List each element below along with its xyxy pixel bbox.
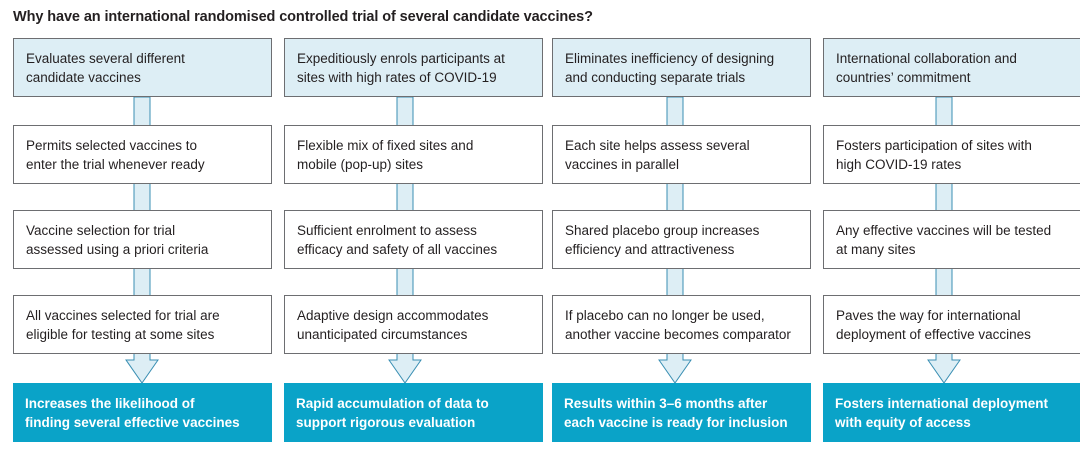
step-box: Fosters participation of sites with high COVID-19 rates [823,125,1080,184]
column-2 [284,38,545,442]
step-box: Each site helps assess several vaccines in parallel [552,125,811,184]
step-box: Paves the way for international deployment of effective vaccines [823,295,1080,354]
step-box: Flexible mix of fixed sites and mobile (pop-up) sites [284,125,543,184]
step-box: Vaccine selection for trial assessed using a priori criteria [13,210,272,269]
header-box: Evaluates several different candidate vaccines [13,38,272,97]
column-4 [823,38,1080,442]
column-3 [552,38,813,442]
step-box: Any effective vaccines will be tested at many sites [823,210,1080,269]
step-box: Permits selected vaccines to enter the trial whenever ready [13,125,272,184]
header-box: Expeditiously enrols participants at sites with high rates of COVID-19 [284,38,543,97]
column-1 [13,38,274,442]
step-box: Shared placebo group increases efficiency and attractiveness [552,210,811,269]
outcome-box: Rapid accumulation of data to support rigorous evaluation [284,383,543,442]
step-box: All vaccines selected for trial are eligible for testing at some sites [13,295,272,354]
header-box: International collaboration and countries’ commitment [823,38,1080,97]
figure-title: Why have an international randomised controlled trial of several candidate vaccines? [13,9,593,25]
step-box: Adaptive design accommodates unanticipated circumstances [284,295,543,354]
outcome-box: Results within 3–6 months after each vaccine is ready for inclusion [552,383,811,442]
outcome-box: Fosters international deployment with equity of access [823,383,1080,442]
header-box: Eliminates inefficiency of designing and conducting separate trials [552,38,811,97]
outcome-box: Increases the likelihood of finding several effective vaccines [13,383,272,442]
step-box: Sufficient enrolment to assess efficacy and safety of all vaccines [284,210,543,269]
step-box: If placebo can no longer be used, another vaccine becomes comparator [552,295,811,354]
